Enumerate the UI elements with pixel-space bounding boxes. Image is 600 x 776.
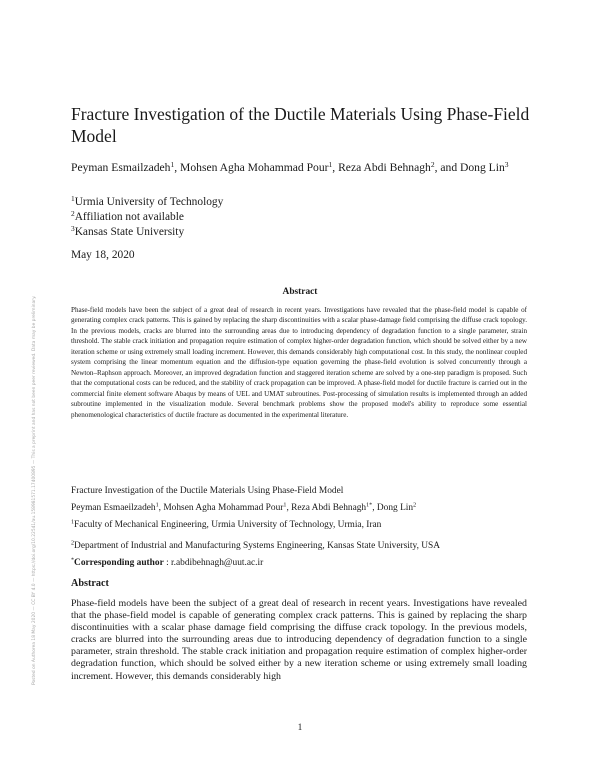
author-affil-sup: 2 [430, 159, 435, 169]
corresponding-author-label: Corresponding author [74, 558, 164, 568]
affiliation-list [71, 195, 371, 240]
sidebar-text: Posted on Authorea 18 May 2020 — CC BY 4.0 — https://doi.org/10.22541/au.158981571.17400895 — This a preprint and has not been peer reviewed. Data may be preliminary. [32, 295, 37, 685]
corresponding-author: *Corresponding author : r.abdibehnagh@uut.ac.ir [71, 557, 264, 568]
affiliation-item: $^2$Affiliation not available [71, 208, 184, 223]
paper-title: Fracture Investigation of the Ductile Materials Using Phase-Field Model [71, 104, 530, 146]
affiliation-item: $^1$Urmia University of Technology [71, 193, 224, 208]
abstract-text: Phase-field models have been the subject of a great deal of research in recent years. Investigations have revealed that the phase-field model is capable of generating complex crack patterns. This is gained by replacing the sharp discontinuities with a scalar phase-damage field comprising the diffuse crack topology. In the previous models, cracks are blurred into the surrounding areas due to introducing dependency of degradation function to a single parameter, strain threshold. The stable crack initiation and propagation require estimation of complex higher-order degradation function, which should be solved either by a new iteration scheme or using extremely small loading increment. However, this demands considerably high computational cost. In this study, the nonlinear coupled system comprising the linear momentum equation and the diffusion-type equation governing the phase-field evolution is solved concurrently through a Newton–Raphson approach. Moreover, an improved degradation function and staggered iteration scheme are solved by a one-step paradigm is proposed. Such that the computational costs can be reduced, and the stability of crack propagation can be improved. A phase-field model for ductile fracture is carried out in the commercial finite element software Abaqus by means of UEL and UMAT subroutines. Post-processing of simulation results is implemented through an added subroutine implemented in the visualization module. Several benchmark problems show the proposed model's ability to reproduce some essential phenomenological characteristics of ductile fracture as documented in the experimental literature. [71, 306, 527, 419]
manuscript-title: Fracture Investigation of the Ductile Materials Using Phase-Field Model [71, 486, 344, 496]
author-name: Dong Lin [460, 161, 505, 174]
manuscript-affiliation: $^1$Faculty of Mechanical Engineering, Urmia University of Technology, Urmia, Iran [71, 519, 382, 530]
author-name: Peyman Esmailzadeh [71, 161, 171, 174]
author-affil-sup: 3 [504, 159, 509, 169]
publication-date: May 18, 2020 [71, 249, 135, 261]
preprint-sidebar-notice [27, 250, 37, 685]
page-number: 1 [297, 723, 303, 733]
manuscript-author-list: Peyman Esmaeilzadeh$^1$, Mohsen Agha Mohammad Pour$^1$, Reza Abdi Behnagh$^{1*}$, Dong Lin$^2$ [71, 502, 417, 513]
author-name: Mohsen Agha Mohammad Pour [180, 161, 329, 174]
author-name: Reza Abdi Behnagh [338, 161, 431, 174]
corresponding-email: r.abdibehnagh@uut.ac.ir [171, 558, 264, 568]
author-affil-sup: 1 [170, 159, 175, 169]
author-list: Peyman Esmailzadeh$^1$, Mohsen Agha Mohammad Pour$^1$, Reza Abdi Behnagh$^2$, and Dong Lin$^3$ [71, 159, 509, 174]
author-affil-sup: 1 [328, 159, 333, 169]
manuscript-affiliation: $^2$Department of Industrial and Manufacturing Systems Engineering, Kansas State University, USA [71, 540, 441, 551]
manuscript-abstract-text: Phase-field models have been the subject of a great deal of research in recent years. Investigations have revealed that the phase-field model is capable of generating complex crack patterns. This is gained by replacing the sharp discontinuities with a scalar phase damage field comprising the diffuse crack topology. In the previous models, cracks are blurred into the surrounding areas due to introducing dependency of degradation function to a single parameter, strain threshold. The stable crack initiation and propagation require estimation of complex higher-order degradation function, which should be solved either by a new iteration scheme or using extremely small loading increment. However, this demands considerably high [71, 598, 527, 682]
abstract-heading: Abstract [282, 287, 318, 297]
affiliation-item: $^3$Kansas State University [71, 223, 185, 238]
manuscript-abstract-heading: Abstract [71, 578, 109, 589]
